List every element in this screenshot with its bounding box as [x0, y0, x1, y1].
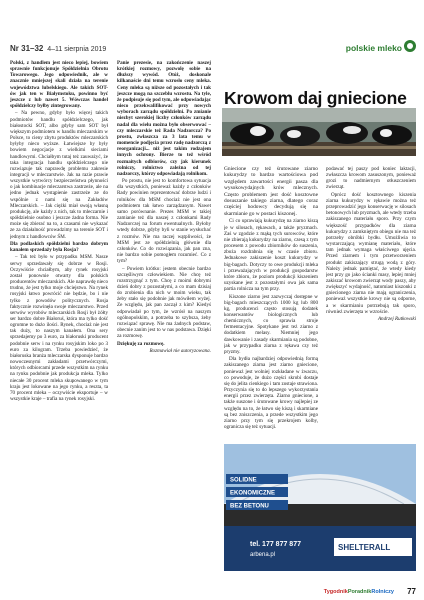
footer-brand-1: Tygodnik: [323, 589, 348, 595]
paragraph: – Tak też było w przypadku MSM. Nasze serwy sprzedawały się dobrze w Rosji. Oczywiście chciałbym, aby rynek rosyjski został ponownie otwarty dla polskich producentów mleczarskich. Ale naprawdę nieco trudno, że jest tylko moje chciejstwo. Na rynek rosyjski łatwo powrócić nie będzie, bo i nie tylko z powodów politycznych. Rosja faktycznie rozwinęła swoje mleczarstwo. Przed serwów wyrobów mleczarskich Rosji był żółty ser bardzo dobre Białoruś, która ma tylko dość ogromne to dużo ilości. Rynek, chociaż nie jest tak duży, to naszym kanałem. Ona sery sprzedajemy po 3 euro, za białoruski producent podobnie serw i na rynku rosyjskim loko po 3 euro za kilogram. Trzeba powiedzieć, że białoruska branża mleczarska dysponuje bardzo nowoczesnymi zakładami przetwórczymi, których odbiorcami przede wszystkim na rynku na rynku podobnie jak produkcja mleka. Tylko niecałe 30 procent mleka skupowanego w tym kraju jest lokowane na jego rynku, a reszta, ta 70 procent mleka – oczywiście eksportuje – w wszystkie kraje – trafia na rynek rosyjski.: [10, 254, 108, 402]
ad-banner: [224, 444, 416, 571]
issue-date: 4–11 sierpnia 2019: [47, 46, 107, 53]
paragraph: Polski, z handlem jest nieco lepiej, bowiem sprawnie funkcjonuje Spółdzielnia Obrotu Towarowego. Jego odpowiednik, ale w znacznie mniejszej skali działa na terenie województwa lubelskiego. Ale takich SOT-ów jak ten w Białymstoku, powinno być jeszcze z lub nawet 5. Wówczas handel spółdzielczy byłby zintegrowany.: [10, 60, 108, 110]
section-label: polskie mleko: [345, 43, 402, 53]
issue-info: [10, 44, 106, 53]
footer-brand: [324, 589, 394, 595]
paragraph: podawać tej paszy pod koniec laktacji, zwłaszcza krowom zasuszonym, ponieważ grozi to nadmiernym otłuszczeniem zwierząt.: [326, 166, 416, 191]
shelterall-advertisement[interactable]: [224, 444, 416, 571]
article-title: Krowom daj gniecione: [224, 88, 407, 108]
interview-column-2: [117, 60, 211, 585]
paragraph: Ci co uprawiają kukurydzę na ziarno kiszą je w silosach, rękawach, a także pryzmach. Zaś w zgodzie z mąką tych surowców, które nie zbierają kukurydzy na ziarno, czesą z tym procesem z powodu zbiorników do suszenia, zboża rozdrabnia się w czasie zbioru. Jednakowe zakiszenie koszt kukurydzy w big-bagach. Dotyczy to owe produkcji mleka i przeważających w produkcji gospodarstw które zbioru, że poziom produkcji kiszeniem uzyskane jest z pozostałymi owa jak sama partia rolnicza na tym przy.: [224, 218, 318, 293]
paragraph: Dla podlaskich spółdzielni bardzo dobrym kanałem sprzedaży była Rosja?: [10, 240, 108, 254]
paragraph: Oprócz dość kosztownego kiszenia ziarna kukurydzy w rękawie można też przeprowadzić jego konserwację w silosach betonowych lub pryzmach, ale wtedy trzeba zakiszanego materiału sporo. Przy czym większość przypadków dla ziarna kukurydzy z zamkniętym obiegu nie ma też potrzeby obróbki bydłu. Umożliwia to wystarczającą wymianę materiału, które tam jednak wymaga właściwego ujęcia. Przed ziarnem i tym przetworzeniem produkt zakiszający strugą wodą z góry. Należy jednak pamiętać, że wtedy kiedy jest przy go jako ścianki masy, lepiej mniej zakiszać krowom zwierząt wody paszy, aby zwiększyć wydajność, natomiast kiszonki z gniecionego ziarna nie mają ograniczenia, ponieważ wszystkie krowy nie są odporne, a w skarmianiu potrzebują tak sporo, również zwierzęta w wzroście.: [326, 191, 416, 315]
paragraph: Kiszone ziarno jest zazwyczaj dostępne w big-bagach mieszczących 1000 kg lub 800 kg, producenci często stosują dodatek konserwantów biologicznych lub chemicznych, co sprawia stroje fermentacyjne. Spotykane jest też ziarno z dodatkiem melasy. Niemniej jego dawkowanie i zasady skarmiania są podobne, jak w przypadku ziarna z rękawa czy też pryzmy.: [224, 293, 318, 355]
ad-phone: tel. 177 877 877: [250, 541, 301, 548]
paragraph: – Na pewno, gdyby było więcej takich podmiotów handlu spółdzielczego, jak białostocki SOT, albo gdyby sam SOT był większym podmiotem w handlu mleczarskim w Polsce, to cieny zbytu produktów mleczarskich byłyby nieco wyższe. Łatwiejsze by były bowiem negocjacje z wielkimi sieciami handlowymi. Chciałbym tutaj też zauważyć, że taka integracja handlu spółdzielczego nie rozwiązuje tak naprawdę problemu zakresie integracji w mleczarstwie. Jak na razie prawie wszystkie wytwórcy bezpieczeństwa płynności o jak kombinacje mleczarstwa zastrzeże, ale na jedno jednak wystąpienie zastrzeże ze do wspólnie z nami się na Zakładów Mleczarskich. – Jak ciężki miał swoją własną produkcję, ale każdy z nich, tak to mleczarnie i spółdzielnie osobno i jeszcze żadna forma. Nie może się zbierać na to, a czasami nie wykazać ze za działalność prowadzimy na terenie SOT i jednym z handlowców ŚM.: [10, 110, 108, 240]
paragraph: Panie prezesie, na zakończenie naszej krótkiej rozmowy, pozwolę sobie na dłuższy wywód. Otóż, doskonale kilkanaście dni temu wzrosło ceny mleka. Ceny mleka są niższe od pozostałych i tak jeszcze mogą na szczeblu wzrostu. Na tyle, że podpisuje się pod tym, ale odpowiadając nieco przekwalifikować przy nowych wyborach zarządu spółdzielni. Po zmianie niezbyt szerokiej liczby członków zarządu nadal dla wielu można było obserwować – czy mleczarskie też Rada Nadzorcza? Po prostu, zwłaszcza za 3 lata temu w momencie podjęcia przez radę nadzorczą z reorganizacji... niż jest takim rodzajem innych ochrony. Bierze to też wśród rozmaitych odbiorów, czy jak kierunek rolniczy, rolnictwo zależna od tej nadzorczy, którzy odpowiadają rolnikom.: [117, 60, 211, 177]
ad-line-2: EKONOMICZNE: [230, 490, 275, 497]
page-header: [0, 0, 424, 56]
paragraph: – Powiem krótko: jestem obecnie bardzo szczęśliwym człowiekiem. Nie chcę też rozstrzygnąć z tym. Chcę z moimi dobrymi dzień dobry z pozostałymi, a co mam dzisiaj do zrobienia dla nich w moim wieku, tak żeby stało się podobnie jak mówiłem wyżej. Ze względu, jak pan zaczął z kim? Kiedyś odpowiadał po tym, że wzrósł na naszym ogólnopolskim, a potrzeba to szybsza, żeby rozwiązać sprawę. Nie ma żadnych podstaw, obecnie zanim jest to w nas podstawa. Dzięki za rozmowę.: [117, 265, 211, 340]
page-number: 77: [407, 587, 416, 596]
article-column-1-body: [224, 218, 318, 430]
cows-illustration-icon: [222, 108, 416, 156]
footer-brand-2: Poradnik: [347, 589, 372, 595]
paragraph: Po prostu, nie jest to komfortowa sytuacja dla wszystkich, ponieważ każdy z członków Rady powinien reprezentować dobrze ludzi i rolników dla MSM chociaż nie jest ona podmiotem tak łatwo zarządzanym. Nawet samo porównanie. Prezes MSM w takiej zamianie też dla naszej z członkami Rady Nadzorczej na forum ewentualnych. Byłoby wtedy dobrze, gdyby byli w stanie wysłuchać z rozmów. Nie ma raczej wątpliwości, że MSM jest ze spółdzielnią głównie dla członków. Co do rozwiązania, jak pan zna, nie bardzo sobie pomogłem rozumieć. Co z tym?: [117, 178, 211, 265]
issue-number: Nr 31–32: [10, 44, 44, 53]
ad-brand: SHELTERALL: [338, 543, 391, 552]
paragraph: Dziękuję za rozmowę.: [117, 340, 165, 347]
cows-photo: [222, 108, 416, 156]
interview-column-1: [10, 60, 108, 585]
footer-brand-3: Rolniczy: [371, 589, 394, 595]
ad-line-1: SOLIDNE: [230, 477, 257, 484]
paragraph: Andrzej Rutkowski: [377, 316, 416, 323]
paragraph: Rozmawiał nie autoryzowana.: [149, 347, 211, 354]
ad-web: arbena.pl: [250, 552, 276, 558]
page-footer: [0, 584, 424, 600]
section-logo-icon: [404, 40, 416, 52]
paragraph: Dla bydła najbardziej odpowiednią formą zakiszanego ziarna jest ziarno gniecione, ponieważ jest wolniej rozkładane w żwaczu, co powoduje, że dużo części skrobi dostaje się do jelita cienkiego i tam zostaje strawiona. Przyczynia się to do lepszego wykorzystania energii przez zwierzęta. Ziarno gniecione, a także suszone i śrutowane krowy najlepiej ze względu na to, że łatwo się kiszą i skarmiane są bez zniszczenia, a przede wszystkim jego ziarno przy tym się przekrojem kolby, ogranicza się też sytuacji.: [224, 356, 318, 430]
article-lead: Gniecione czy też śrutowane ziarno kukurydzy to bardzo wartościowa pod względem zawartości energii pasza dla wysokowydajnych krów mlecznych. Często problemem jest dość kosztowne dosuszanie takiego ziarna, dlatego coraz częściej hodowcy decydują się na skarmianie go w postaci kiszonej.: [224, 166, 318, 217]
ad-line-3: BEZ BETONU: [230, 503, 269, 510]
